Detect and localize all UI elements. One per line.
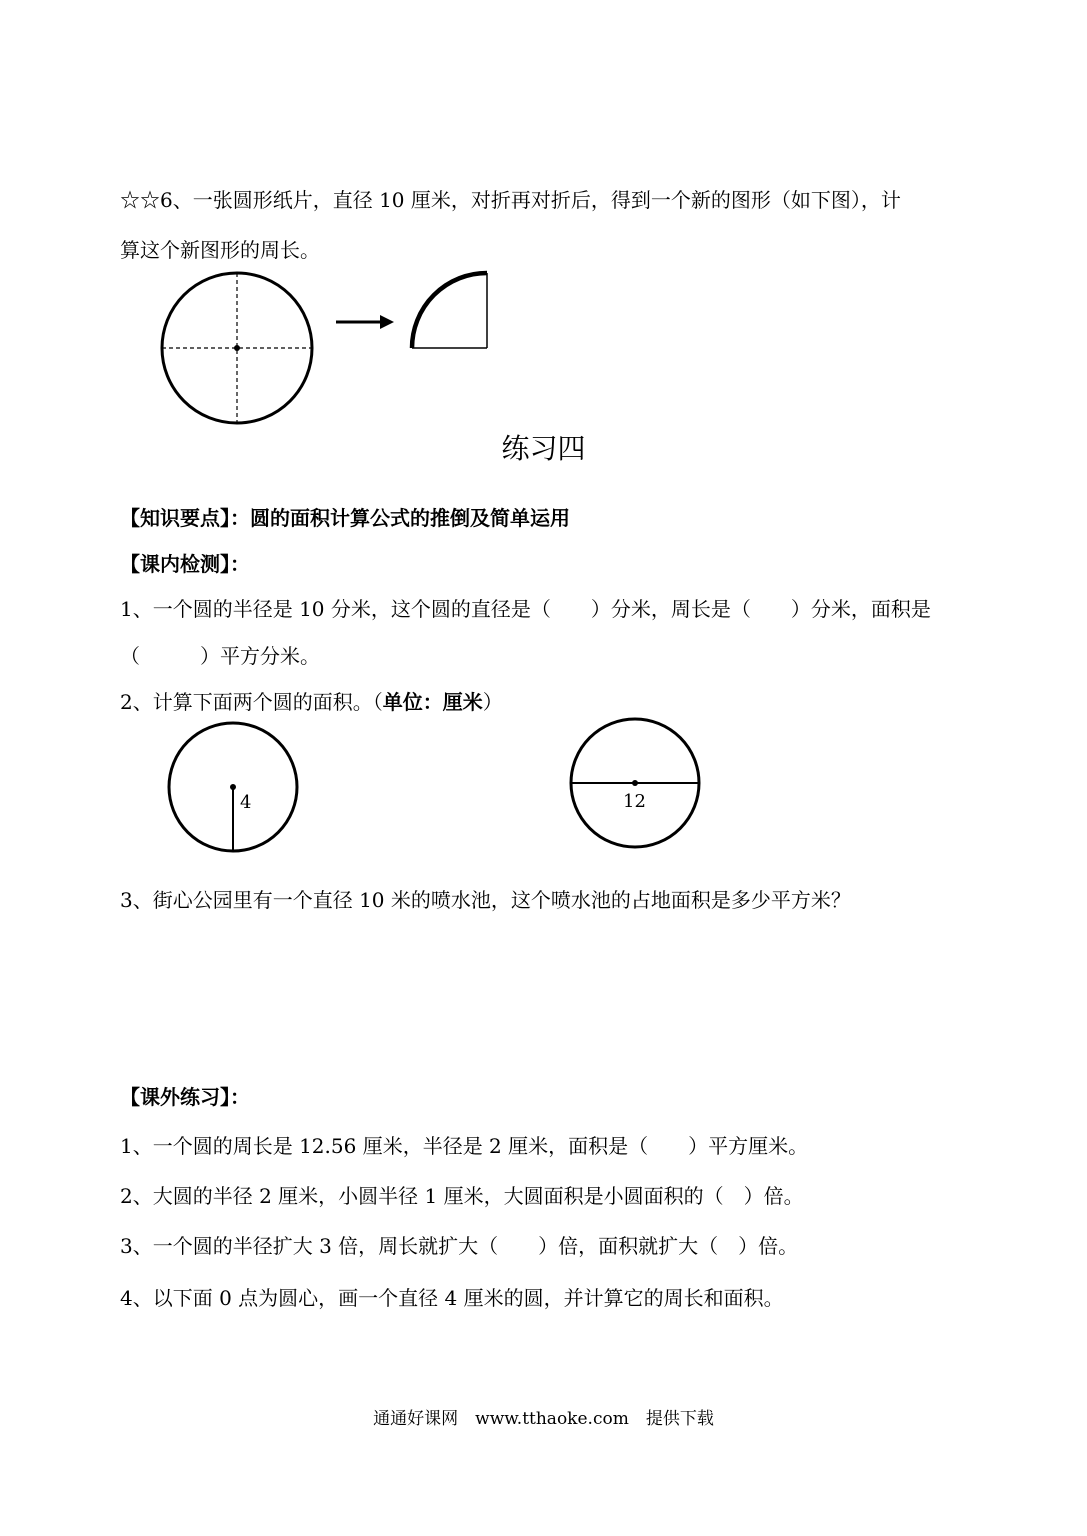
diameter-circle-figure [560,712,710,857]
q2-unit: 单位：厘米 [382,690,483,714]
after-class-q2: 2、大圆的半径 2 厘米，小圆半径 1 厘米，大圆面积是小圆面积的（ ）倍。 [120,1184,804,1208]
knowledge-text: 圆的面积计算公式的推倒及简单运用 [250,506,570,530]
knowledge-label: 【知识要点】： [120,506,250,530]
diameter-label: 12 [623,791,646,812]
in-class-label: 【课内检测】： [120,552,250,576]
q2-text: 2、计算下面两个圆的面积。（ [120,690,383,714]
q2-close: ） [482,690,503,714]
after-class-q3: 3、一个圆的半径扩大 3 倍，周长就扩大（ ）倍，面积就扩大（ ）倍。 [120,1234,799,1258]
in-class-q1-line-1: 1、一个圆的半径是 10 分米，这个圆的直径是（ ）分米，周长是（ ）分米，面积是 [120,597,931,621]
problem-6-line-2: 算这个新图形的周长。 [120,238,320,262]
radius-circle-figure [160,715,310,860]
in-class-q1-line-2: （ ）平方分米。 [120,644,320,668]
quarter-circle-arc [412,273,487,348]
radius-center-dot [230,784,236,790]
diameter-center-dot [632,780,638,786]
after-class-q4: 4、以下面 0 点为圆心，画一个直径 4 厘米的圆，并计算它的周长和面积。 [120,1286,784,1310]
footer-credit: 通通好课网 www.tthaoke.com 提供下载 [373,1409,714,1429]
after-class-q1: 1、一个圆的周长是 12.56 厘米，半径是 2 厘米，面积是（ ）平方厘米。 [120,1134,809,1158]
after-class-label: 【课外练习】： [120,1085,250,1109]
section-title: 练习四 [501,432,586,465]
in-class-q2 [120,690,503,714]
folded-circle-figure [150,262,510,432]
in-class-q3: 3、街心公园里有一个直径 10 米的喷水池，这个喷水池的占地面积是多少平方米？ [120,888,851,912]
knowledge-points [120,506,570,530]
center-dot [234,345,240,351]
problem-6-line-1: ☆☆6、一张圆形纸片，直径 10 厘米，对折再对折后，得到一个新的图形（如下图），计 [120,188,901,212]
arrow-head-icon [380,315,394,329]
radius-label: 4 [240,792,252,813]
